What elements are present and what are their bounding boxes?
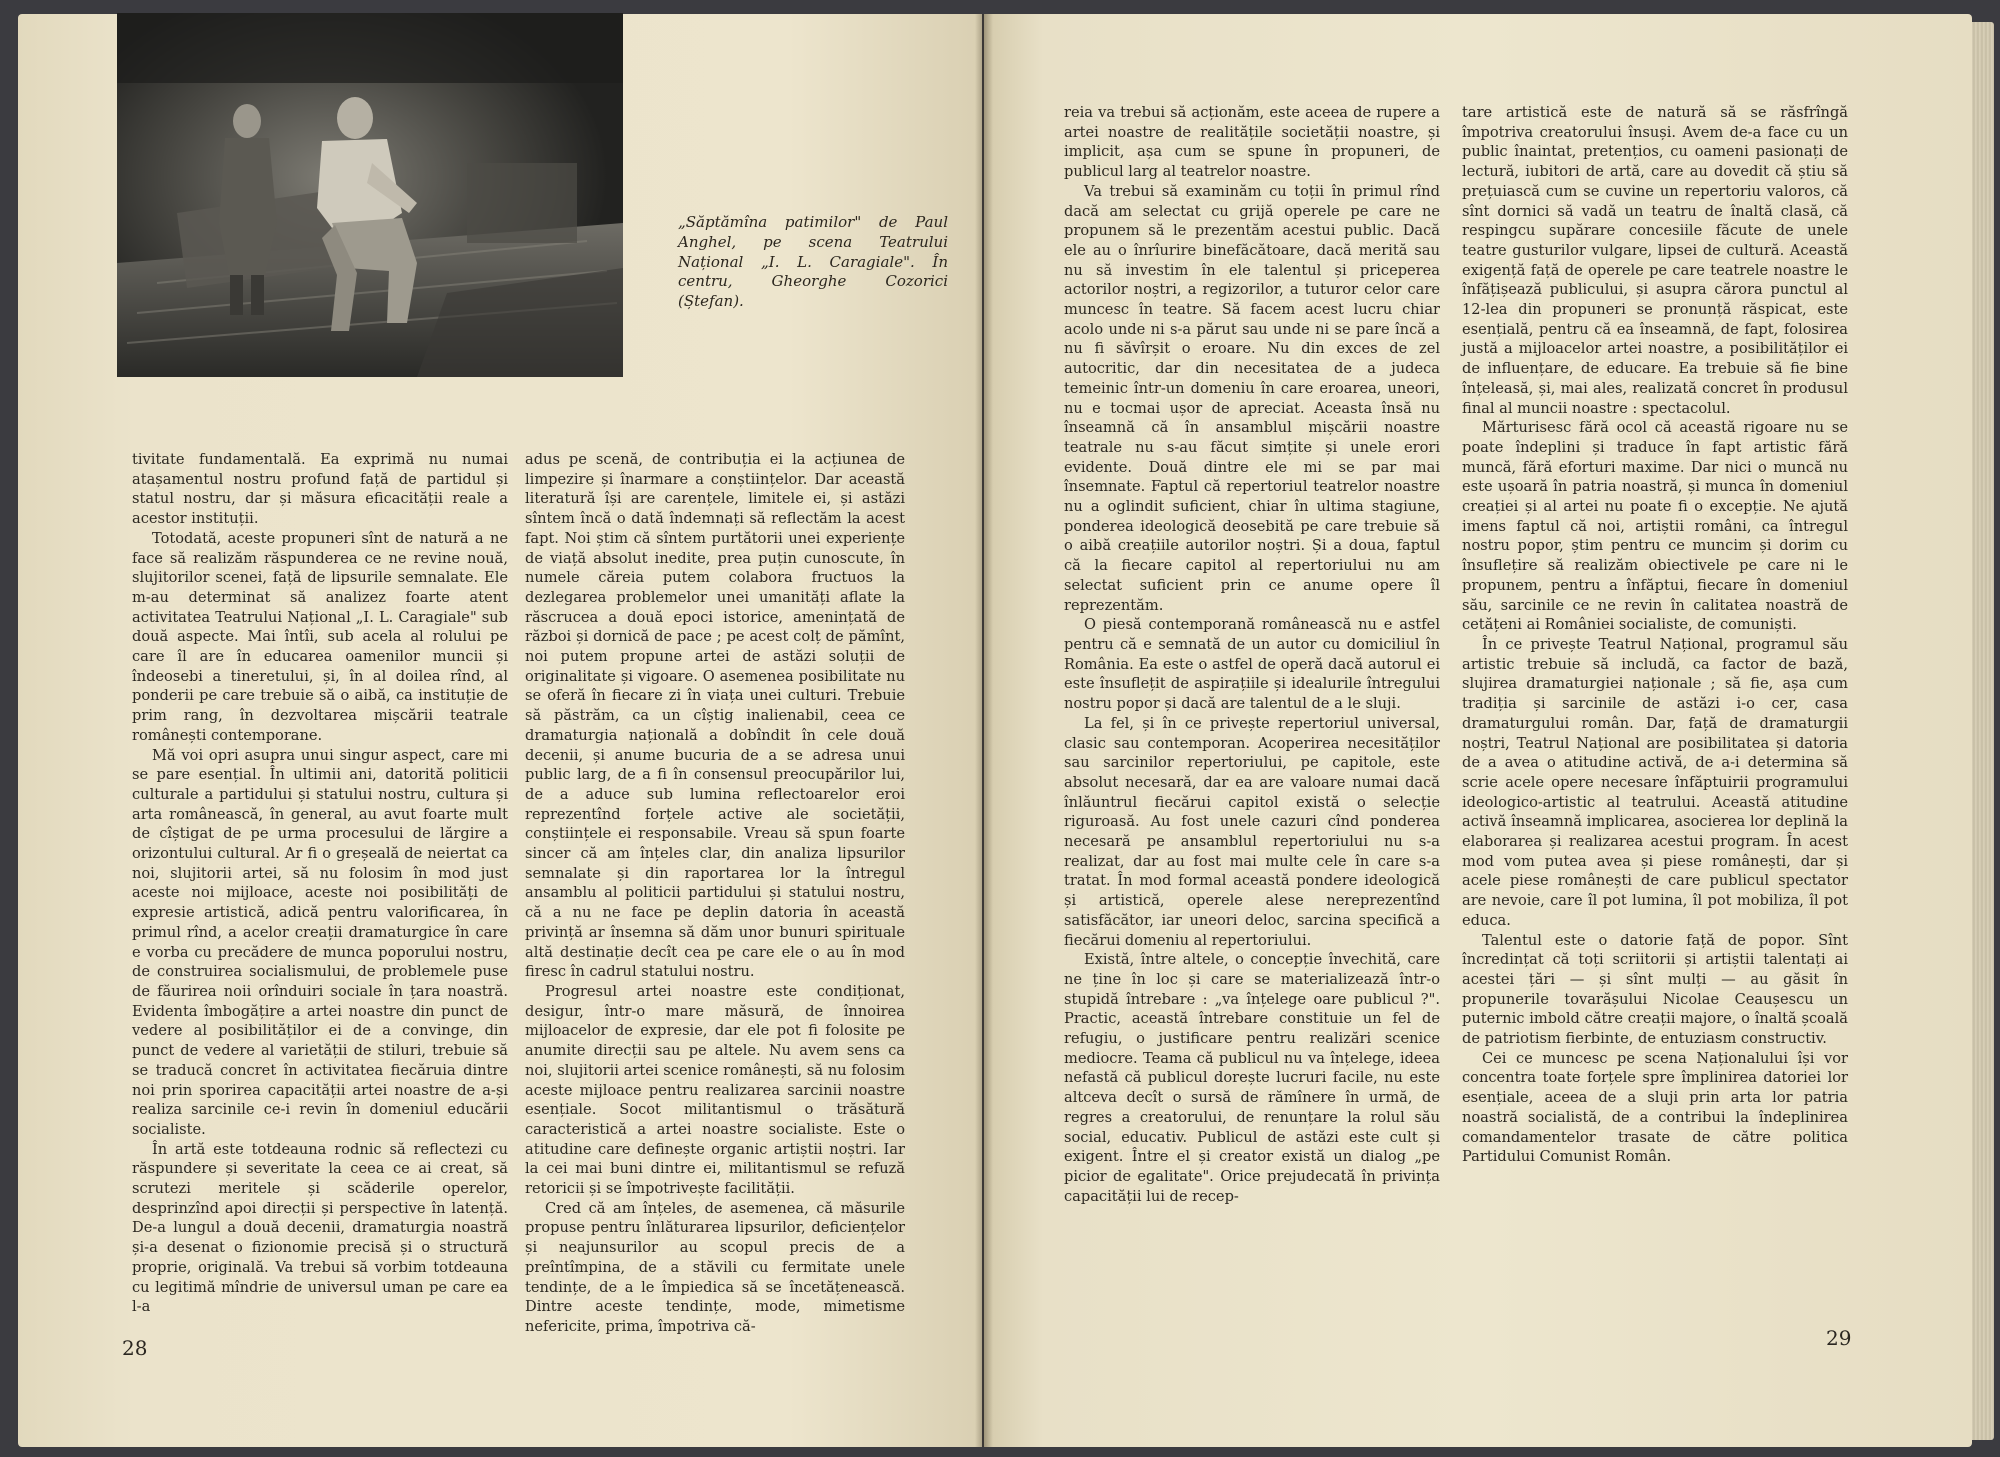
paragraph: În ce privește Teatrul Național, programul său artistic trebuie să includă, ca factor de bază, slujirea dramaturgiei naționale ; să fie, așa cum tradiția și sarcinile de astăzi i-o cer, casa dramaturgului român. Dar, față de dramaturgii noștri, Teatrul Național are posibilitatea și datoria de a avea o atitudine activă, de a-i determina să scrie acele opere necesare înfăptuirii programului ideologico-artistic al teatrului. Această atitudine activă înseamnă implicarea, asocierea lor deplină la elaborarea și realizarea acestui program. În acest mod vom putea avea și piese românești, dar și acele piese românești de care publicul spectator are nevoie, care îl pot lumina, îl pot mobiliza, îl pot educa. — [1462, 635, 1848, 929]
book-gutter — [975, 14, 993, 1447]
page-edges — [1972, 22, 1994, 1440]
left-page-column-1 — [132, 450, 508, 1316]
page-number-left: 28 — [122, 1336, 148, 1360]
paragraph: Va trebui să examinăm cu toții în primul rînd dacă am selectat cu grijă operele pe care ne propunem să le prezentăm acestui public. Dacă ele au o înrîurire binefăcătoare, dacă merită sau nu să investim în ele talentul și priceperea actorilor noștri, a regizorilor, a tuturor celor care muncesc în teatre. Să facem acest lucru chiar acolo unde ni s-a părut sau unde ni se pare încă a nu fi săvîrșit o eroare. Nu din exces de zel autocritic, dar din necesitatea de a judeca temeinic într-un domeniu în care eroarea, uneori, nu e tocmai ușor de apreciat. Aceasta însă nu înseamnă că în ansamblul mișcării noastre teatrale nu s-au făcut simțite și unele erori evidente. Două dintre ele mi se par mai însemnate. Faptul că repertoriul teatrelor noastre nu a oglindit suficient, chiar în ultima stagiune, ponderea ideologică deosebită pe care trebuie să o aibă creațiile autorilor noștri. Și a doua, faptul că la fiecare capitol al repertoriului nu am selectat suficient prin ce anume opere îl reprezentăm. — [1064, 182, 1440, 614]
paragraph: Cred că am înțeles, de asemenea, că măsurile propuse pentru înlăturarea lipsurilor, deficiențelor și neajunsurilor au scopul precis de a preîntîmpina, de a stăvili cu fermitate unele tendințe, de a le împiedica să se încetățenească. Dintre aceste tendințe, mode, mimetisme nefericite, prima, împotriva că- — [525, 1199, 905, 1335]
paragraph: Talentul este o datorie față de popor. Sînt încredințat că toți scriitorii și artiștii talentați ai acestei țări — și sînt mulți — au găsit în propunerile tovarășului Nicolae Ceaușescu un puternic imbold către creații majore, o înaltă școală de patriotism fierbinte, de entuziasm constructiv. — [1462, 931, 1848, 1048]
paragraph: tare artistică este de natură să se răsfrîngă împotriva creatorului însuși. Avem de-a face cu un public înaintat, pretențios, cu oameni pasionați de lectură, iubitori de artă, care au dovedit că știu să prețuiască cum se cuvine un repertoriu valoros, că sînt dornici să vadă un teatru de înaltă clasă, că respingcu supărare concesiile făcute de unele teatre gusturilor vulgare, lipsei de cultură. Această exigență față de operele pe care teatrele noastre le înfățișează publicului, și asupra cărora punctul al 12-lea din propuneri se pronunță răspicat, este esențială, pentru că ea înseamnă, de fapt, folosirea justă a mijloacelor artei noastre, a posibilităților ei de influențare, de educare. Ea trebuie să fie bine înțeleasă, și, mai ales, realizată concret în produsul final al muncii noastre : spectacolul. — [1462, 104, 1848, 417]
photo-caption: „Săptămîna patimilor" de Paul Anghel, pe scena Teatrului Național „I. L. Caragiale". În centru, Gheorghe Cozorici (Ștefan). — [678, 213, 948, 311]
paragraph: În artă este totdeauna rodnic să reflectezi cu răspundere și severitate la ceea ce ai creat, să scrutezi meritele și scăderile operelor, desprinzînd apoi direcții și perspective în latență. De-a lungul a două decenii, dramaturgia noastră și-a desenat o fizionomie precisă și o structură proprie, originală. Va trebui să vorbim totdeauna cu legitimă mîndrie de universul uman pe care ea l-a — [132, 1140, 508, 1316]
paragraph: Cei ce muncesc pe scena Naționalului își vor concentra toate forțele spre împlinirea datoriei lor esențiale, aceea de a sluji prin arta lor patria noastră socialistă, de a contribui la îndeplinirea comandamentelor trasate de către politica Partidului Comunist Român. — [1462, 1049, 1848, 1166]
paragraph: Progresul artei noastre este condiționat, desigur, într-o mare măsură, de înnoirea mijloacelor de expresie, dar ele pot fi folosite pe anumite direcții sau pe altele. Nu avem sens ca noi, slujitorii artei scenice românești, să nu folosim aceste mijloace pentru realizarea sarcinii noastre esențiale. Socot militantismul o trăsătură caracteristică a artei noastre socialiste. Este o atitudine care definește organic artiștii noștri. Iar la cei mai buni dintre ei, militantismul se refuză retoricii și se împotrivește facilității. — [525, 982, 905, 1198]
paragraph: La fel, și în ce privește repertoriul universal, clasic sau contemporan. Acoperirea necesităților sau sarcinilor repertoriului, pe capitole, este absolut necesară, dar ea are valoare numai dacă înlăuntrul fiecărui capitol există o selecție riguroasă. Au fost unele cazuri cînd ponderea necesară pe ansamblul repertoriului nu s-a realizat, dar au fost mai multe cele în care s-a tratat. În mod formal această pondere ideologică și artistică, operele alese nereprezentînd satisfăcător, iar uneori deloc, sarcina specifică a fiecărui domeniu al repertoriului. — [1064, 714, 1440, 949]
paragraph: reia va trebui să acționăm, este aceea de rupere a artei noastre de realitățile societății noastre, și implicit, așa cum se spune în propuneri, de publicul larg al teatrelor noastre. — [1064, 104, 1440, 181]
theatre-photo — [117, 13, 623, 377]
paragraph: adus pe scenă, de contribuția ei la acțiunea de limpezire și înarmare a conștiințelor. Dar această literatură își are carențele, limitele ei, și astăzi sîntem încă o dată îndemnați să reflectăm la acest fapt. Noi știm că sîntem purtătorii unei experiențe de viață absolut inedite, prea puțin cunoscute, în numele căreia putem colabora fructuos la dezlegarea problemelor unei umanități aflate la răscrucea a două epoci istorice, amenințată de război și dornică de pace ; pe acest colț de pămînt, noi putem propune artei de astăzi soluții de originalitate și vigoare. O asemenea posibilitate nu se oferă în fiecare zi în viața unei culturi. Trebuie să păstrăm, ca un cîștig inalienabil, ceea ce dramaturgia națională a dobîndit în cele două decenii, și anume bucuria de a se adresa unui public larg, de a fi în consensul preocupărilor lui, de a aduce sub lumina reflectoarelor eroi reprezentînd forțele active ale societății, conștiințele ei responsabile. Vreau să spun foarte sincer că am înțeles clar, din analiza lipsurilor semnalate și din raportarea lor la întregul ansamblu al politicii partidului și statului nostru, că a nu ne face pe deplin datoria în această privință ar însemna să dăm unor bunuri spirituale altă destinație decît cea pe care ele o au în mod firesc în cadrul statului nostru. — [525, 451, 905, 981]
paragraph: Mărturisesc fără ocol că această rigoare nu se poate îndeplini și traduce în fapt artistic fără muncă, fără eforturi maxime. Dar nici o muncă nu este ușoară în patria noastră, și munca în domeniul creației și al artei nu poate fi o excepție. Ne ajută imens faptul că noi, artiștii români, ca întregul nostru popor, știm pentru ce muncim și dorim cu însuflețire să realizăm obiectivele pe care ni le propunem, pentru a înfăptui, fiecare în domeniul său, sarcinile ce ne revin în calitatea noastră de cetățeni ai României socialiste, de comuniști. — [1462, 419, 1848, 634]
paragraph: Totodată, aceste propuneri sînt de natură a ne face să realizăm răspunderea ce ne revine nouă, slujitorilor scenei, față de lipsurile semnalate. Ele m-au determinat să analizez foarte atent activitatea Teatrului Național „I. L. Caragiale" sub două aspecte. Mai întîi, sub acela al rolului pe care îl are în educarea oamenilor muncii și îndeosebi a tineretului, și, în al doilea rînd, al ponderii pe care trebuie să o aibă, ca instituție de prim rang, în dezvoltarea mișcării teatrale românești contemporane. — [132, 529, 508, 744]
page-number-right: 29 — [1826, 1326, 1852, 1350]
paragraph: Mă voi opri asupra unui singur aspect, care mi se pare esențial. În ultimii ani, datorită politicii culturale a partidului și statului nostru, cultura și arta românească, în general, au avut foarte mult de cîștigat de pe urma procesului de lărgire a orizontului cultural. Ar fi o greșeală de neiertat ca noi, slujitorii artei, să nu folosim în mod just aceste noi mijloace, aceste noi posibilități de expresie artistică, adică pentru valorificarea, în primul rînd, a acelor creații dramaturgice în care e vorba cu precădere de munca poporului nostru, de construirea socialismului, de problemele puse de făurirea noii orînduiri sociale în țara noastră. Evidenta îmbogățire a artei noastre din punct de vedere al posibilităților ei de a convinge, din punct de vedere al varietății de stiluri, trebuie să se traducă concret în activitatea fiecăruia dintre noi prin sporirea capacității artei noastre de a-și realiza sarcinile ce-i revin în domeniul educării socialiste. — [132, 746, 508, 1138]
right-page-column-2 — [1462, 103, 1848, 1293]
left-page-column-2 — [525, 450, 905, 1335]
paragraph: tivitate fundamentală. Ea exprimă nu numai atașamentul nostru profund față de partidul și statul nostru, dar și măsura eficacității reale a acestor instituții. — [132, 451, 508, 528]
paragraph: O piesă contemporană românească nu e astfel pentru că e semnată de un autor cu domiciliul în România. Ea este o astfel de operă dacă autorul ei este însuflețit de aspirațiile și idealurile întregului nostru popor și dacă are talentul de a le sluji. — [1064, 616, 1440, 713]
right-page-column-1 — [1064, 103, 1440, 1293]
paragraph: Există, între altele, o concepție învechită, care ne ține în loc și care se materializează într-o stupidă întrebare : „va înțelege oare publicul ?". Practic, această întrebare constituie un fel de refugiu, o justificare pentru realizări scenice mediocre. Teama că publicul nu va înțelege, ideea nefastă că publicul dorește lucruri facile, nu este altceva decît o sursă de rămînere în urmă, de regres a creatorului, de renunțare la rolul său social, educativ. Publicul de astăzi este cult și exigent. Între el și creator există un dialog „pe picior de egalitate". Orice prejudecată în privința capacității lui de recep- — [1064, 951, 1440, 1205]
